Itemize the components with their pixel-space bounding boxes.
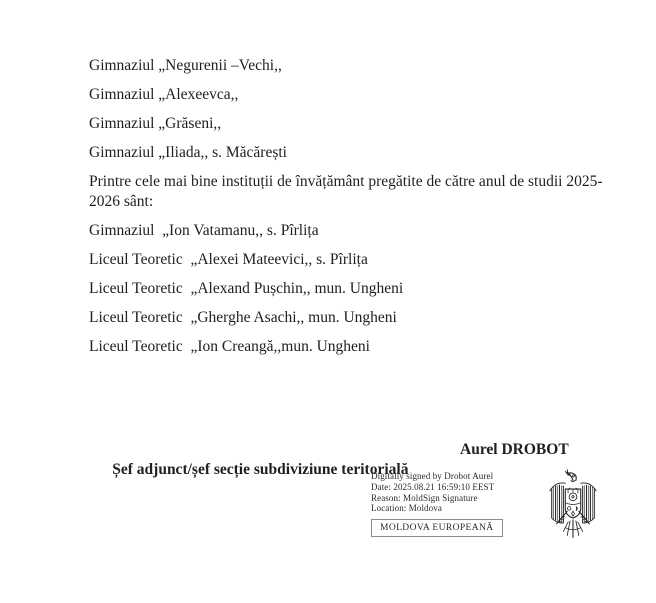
- stamp-signed-by: Digitally signed by Drobot Aurel: [371, 471, 494, 481]
- prepared-institution-line: Gimnaziul „Ion Vatamanu,, s. Pîrlița: [89, 222, 319, 239]
- institution-line: Gimnaziul „Alexeevca,,: [89, 86, 239, 103]
- moldova-europeana-badge: MOLDOVA EUROPEANĂ: [371, 519, 503, 537]
- signature-title: Șef adjunct/șef secție subdiviziune teritorială: [112, 461, 409, 478]
- prepared-institution-line: Liceul Teoretic „Alexand Pușchin,, mun. Ungheni: [89, 280, 404, 297]
- stamp-reason: Reason: MoldSign Signature: [371, 492, 478, 503]
- moldova-coat-of-arms-icon: [544, 467, 602, 542]
- prepared-institution-line: Liceul Teoretic „Ion Creangă,,mun. Ungheni: [89, 338, 370, 355]
- intro-paragraph-line: Printre cele mai bine instituții de învățământ pregătite de către anul de studii 2025-: [89, 173, 603, 190]
- intro-paragraph-line: 2026 sânt:: [89, 193, 154, 210]
- institution-line: Gimnaziul „Grăseni,,: [89, 115, 222, 132]
- intro-paragraph: [89, 172, 619, 212]
- stamp-date: Date: 2025.08.21 16:59:10 EEST: [371, 481, 495, 492]
- vertical-spacer: [89, 366, 619, 440]
- digital-signature-stamp: [371, 471, 503, 537]
- prepared-institution-line: Liceul Teoretic „Gherghe Asachi,, mun. Ungheni: [89, 309, 397, 326]
- signature-name: Aurel DROBOT: [460, 441, 569, 458]
- institution-line: Gimnaziul „Negurenii –Vechi,,: [89, 57, 282, 74]
- stamp-location: Location: Moldova: [371, 503, 442, 514]
- institution-line: Gimnaziul „Iliada,, s. Măcărești: [89, 144, 287, 161]
- prepared-institution-line: Liceul Teoretic „Alexei Mateevici,, s. Pîrlița: [89, 251, 368, 268]
